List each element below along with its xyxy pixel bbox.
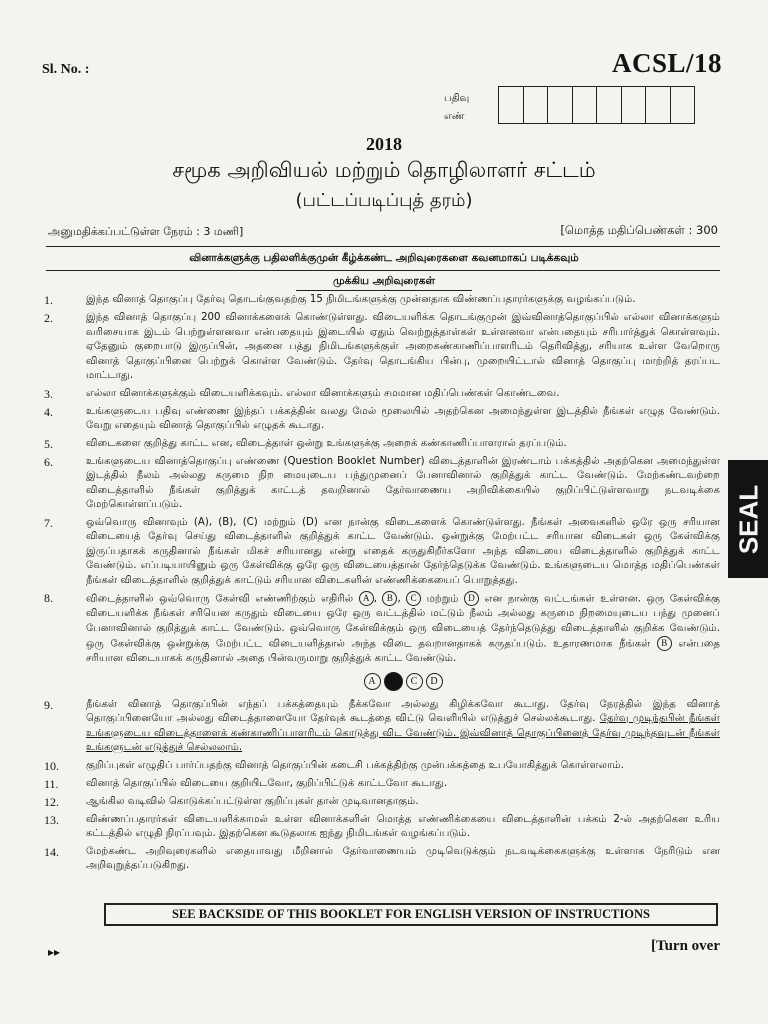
instructions-heading: வினாக்களுக்கு பதிலளிக்குமுன் கீழ்க்கண்ட அறிவுரைகளை கவனமாகப் படிக்கவும் xyxy=(189,252,579,264)
register-label-line1: பதிவு xyxy=(444,93,470,104)
divider xyxy=(46,270,720,271)
register-digit-box[interactable] xyxy=(548,87,573,123)
important-instructions-heading: முக்கிய அறிவுரைகள் xyxy=(333,275,435,287)
list-item xyxy=(44,813,724,842)
item-text: இந்த வினாத் தொகுப்பு தேர்வு தொடங்குவதற்கு 15 நிமிடங்களுக்கு முன்னதாக விண்ணப்பதாரர்களுக்கு வழங்கப்படும். xyxy=(86,294,636,305)
register-label-line2: எண் xyxy=(444,111,465,122)
item-text-underlined: தேர்வு முடிந்தபின் நீங்கள் உங்களுடைய விடைத்தாளைக் கண்காணிப்பாளரிடம் கொடுத்து விட வேண்டும். இவ்வினாத் தொகுப்பினைத் தேர்வு முடிந்தவுடன் நீங்கள் உங்களுடன் எடுத்துச் செல்லலாம். xyxy=(86,713,720,753)
item-number: 9. xyxy=(44,697,53,712)
exam-code: ACSL/18 xyxy=(611,48,722,78)
item-text: எல்லா வினாக்களுக்கும் விடையளிக்கவும். எல்லா வினாக்களும் சமமான மதிப்பெண்கள் கொண்டவை. xyxy=(86,387,560,399)
item-text: உங்களுடைய வினாத்தொகுப்பு எண்ணை (Question Booklet Number) விடைத்தாளின் இரண்டாம் பக்கத்தில் அதற்கென அமைந்துள்ள இடத்தில் நீலம் அல்லது கருமை நிற மையுடைய பந்துமுனைப் பேனாவினால் குறித்துக் காட்ட வேண்டும். மேற்கண்டவற்றை விடைத்தாளில் நீங்கள் குறித்துக் காட்டத் தவறினால் தேர்வாணைய அறிவிக்கையில் குறிப்பிட்டுள்ளவாறு நடவடிக்கை மேற்கொள்ளப்படும். xyxy=(86,455,720,510)
list-item xyxy=(44,405,724,434)
option-c-circle-icon: C xyxy=(406,591,421,606)
item-text-part: நீங்கள் வினாத் தொகுப்பின் எந்தப் பக்கத்தையும் நீக்கவோ அல்லது கிழிக்கவோ கூடாது. தேர்வு நேரத்தில் இந்த வினாத் தொகுப்பினையோ அல்லது விடைத்தாளையோ தேர்வுக் கூடத்தை விட்டு வெளியில் எடுத்துச் செல்லக்கூடாது. xyxy=(86,698,720,724)
item-text xyxy=(86,698,720,756)
register-digit-box[interactable] xyxy=(524,87,549,123)
item-text: மேற்கண்ட அறிவுரைகளில் எதையாவது மீறினால் தேர்வாணையம் முடிவெடுக்கும் நடவடிக்கைகளுக்கு உள்ளாக நேரிடும் என அறிவுறுத்தப்படுகிறது. xyxy=(86,845,720,871)
bubble-b-filled-icon: B xyxy=(384,672,403,691)
list-item xyxy=(44,387,724,402)
register-digit-box[interactable] xyxy=(671,87,695,123)
item-number: 12. xyxy=(44,794,59,809)
item-number: 1. xyxy=(44,293,53,307)
item-text: குறிப்புகள் எழுதிப் பார்ப்பதற்கு வினாத் தொகுப்பின் கடைசி பக்கத்திற்கு முன்பக்கத்தை உபயோகித்துக் கொள்ளலாம். xyxy=(86,759,624,771)
list-item xyxy=(44,591,724,695)
bubble-a-icon: A xyxy=(364,673,381,690)
register-digit-box[interactable] xyxy=(597,87,622,123)
list-item xyxy=(44,311,724,384)
item-text-part: மற்றும் xyxy=(426,593,459,605)
item-number: 10. xyxy=(44,758,59,773)
list-item xyxy=(44,455,724,513)
english-version-banner: SEE BACKSIDE OF THIS BOOKLET FOR ENGLISH VERSION OF INSTRUCTIONS xyxy=(104,903,718,926)
register-number-boxes[interactable] xyxy=(498,86,695,124)
sl-no-label: Sl. No. : xyxy=(42,62,90,77)
list-item xyxy=(44,845,724,874)
maximum-marks: [மொத்த மதிப்பெண்கள் : 300 xyxy=(560,223,718,237)
bubble-d-icon: D xyxy=(426,673,443,690)
turn-over-label: [Turn over xyxy=(650,938,720,954)
item-text: விடைத்தாளில் ஒவ்வொரு கேள்வி எண்ணிற்கும் எதிரில் A , B , C மற்றும் D என நான்கு வட்டங்கள் உள்ளன. ஒரு கேள்விக்கு விடையளிக்க நீங்கள் சரியென கருதும் விடையை ஒரே ஒரு வட்டத்தில் மட்டும் நீலம் அல்லது கருமை நிறமையுடைய பந்து முனைப் பேனாவினால் குறித்துக் காட்ட வேண்டும். ஒவ்வொரு கேள்விக்கும் ஒரு விடையைத் தேர்ந்தெடுத்து விடைத்தாளில் குறிக்க வேண்டும். ஒரு கேள்விக்கு ஒன்றுக்கு மேற்பட்ட விடையளித்தால் அந்த விடை தவறானதாகக் கருதப்படும். உதாரணமாக நீங்கள் B என்பதை சரியான விடையாகக் கருதினால் அதை பின்வருமாறு குறித்துக் காட்ட வேண்டும். A B C D xyxy=(86,591,720,695)
list-item xyxy=(44,759,724,774)
list-item xyxy=(44,698,724,756)
item-text: இந்த வினாத் தொகுப்பு 200 வினாக்களைக் கொண்டுள்ளது. விடையளிக்க தொடங்குமுன் இவ்வினாத்தொகுப்பில் எல்லா வினாக்களும் வரிசையாக இடம் பெற்றுள்ளனவா என்பதையும் இடையில் ஏதும் வெற்றுத்தாள்கள் உள்ளனவா என்பதையும் சரிபார்த்துக் கொள்ளவும். ஏதேனும் குறைபாடு இருப்பின், அதனை பத்து நிமிடங்களுக்குள் அறைகண்காணிப்பாளரிடம் தெரிவித்து, சரியாக உள்ள வேறொரு வினாத் தொகுப்பினை பெற்றுக் கொள்ள வேண்டும். தேர்வு தொடங்கிய பின்பு, முறையிட்டால் வினாத் தொகுப்பு மாற்றித் தரப்பட மாட்டாது. xyxy=(86,312,720,381)
list-item xyxy=(44,795,724,810)
list-item xyxy=(44,516,724,589)
item-text: ஆங்கில வடிவில் கொடுக்கப்பட்டுள்ள குறிப்புகள் தான் முடிவானதாகும். xyxy=(86,795,419,807)
item-text: விண்ணப்பதாரர்கள் விடையளிக்காமல் உள்ள வினாக்களின் மொத்த எண்ணிக்கையை விடைத்தாளின் பக்கம் 2-ல் அதற்கென உரிய கட்டத்தில் எழுதி நிரப்பவும். இதற்கென கூடுதலாக ஐந்து நிமிடங்கள் வழங்கப்படும். xyxy=(86,813,720,839)
option-d-circle-icon: D xyxy=(464,591,479,606)
bubble-c-icon: C xyxy=(406,673,423,690)
subject-subtitle: (பட்டப்படிப்புத் தரம்) xyxy=(295,190,473,211)
divider xyxy=(46,246,720,247)
item-number: 8. xyxy=(44,591,53,605)
item-number: 4. xyxy=(44,404,53,419)
time-allowed: அனுமதிக்கப்பட்டுள்ள நேரம் : 3 மணி] xyxy=(48,225,244,238)
register-digit-box[interactable] xyxy=(499,87,524,123)
seal-strip xyxy=(728,460,768,578)
list-item xyxy=(44,437,724,452)
item-number: 14. xyxy=(44,844,59,859)
register-digit-box[interactable] xyxy=(646,87,671,123)
heading-underline xyxy=(296,290,472,291)
subject-title: சமூக அறிவியல் மற்றும் தொழிலாளர் சட்டம் xyxy=(172,158,596,182)
fast-forward-icon: ▸▸ xyxy=(48,945,61,959)
item-text-part: என நான்கு வட்டங்கள் உள்ளன. ஒரு கேள்விக்கு விடையளிக்க நீங்கள் சரியென கருதும் விடையை ஒரே ஒரு வட்டத்தில் மட்டும் நீலம் அல்லது கருமை நிறமையுடைய பந்து முனைப் பேனாவினால் குறித்துக் காட்ட வேண்டும். ஒவ்வொரு கேள்விக்கும் ஒரு விடையைத் தேர்ந்தெடுத்து விடைத்தாளில் குறிக்க வேண்டும். ஒரு கேள்விக்கு ஒன்றுக்கு மேற்பட்ட விடையளித்தால் அந்த விடை தவறானதாகக் கருதப்படும். உதாரணமாக நீங்கள் xyxy=(86,593,720,650)
list-item xyxy=(44,293,724,308)
item-text: உங்களுடைய பதிவு எண்ணை இந்தப் பக்கத்தின் வலது மேல் மூலையில் அதற்கென அமைந்துள்ள இடத்தில் நீங்கள் எழுத வேண்டும். வேறு எதையும் வினாத் தொகுப்பில் எழுதக் கூடாது. xyxy=(86,405,720,431)
item-number: 2. xyxy=(44,311,53,325)
answer-example-bubbles xyxy=(86,673,720,691)
item-number: 3. xyxy=(44,386,53,401)
register-number-label xyxy=(444,90,484,126)
item-number: 13. xyxy=(44,812,59,827)
item-number: 6. xyxy=(44,454,53,469)
item-text: வினாத் தொகுப்பில் விடையை குறியிடவோ, குறிப்பிட்டுக் காட்டவோ கூடாது. xyxy=(86,777,448,789)
item-text: ஒவ்வொரு வினாவும் (A), (B), (C) மற்றும் (D) என நான்கு விடைகளைக் கொண்டுள்ளது. நீங்கள் அவைகளில் ஒரே ஒரு சரியான விடையைத் தேர்வு செய்து விடைத்தாளில் குறித்துக் காட்ட வேண்டும். ஒன்றுக்கு மேற்பட்ட சரியான விடைகள் ஒரு கேள்விக்கு இருப்பதாகக் கருதினால் நீங்கள் மிகச் சரியானது என்று எதைக் கருதுகிறீர்களோ அந்த விடையை விடைத்தாளில் குறித்துக் காட்ட வேண்டும். எப்படியாயினும் ஒரு கேள்விக்கு ஒரே ஒரு விடையைத்தான் தேர்ந்தெடுக்க வேண்டும். உங்களுடைய மொத்த மதிப்பெண்கள் நீங்கள் விடைத்தாளில் குறித்துக் காட்டும் சரியான விடைகளின் எண்ணிக்கையைப் பொறுத்தது. xyxy=(86,516,720,586)
seal-text: SEAL xyxy=(733,484,764,555)
item-number: 11. xyxy=(44,776,59,791)
register-digit-box[interactable] xyxy=(573,87,598,123)
option-b-circle-icon: B xyxy=(657,636,672,651)
register-digit-box[interactable] xyxy=(622,87,647,123)
item-text: விடைகளை குறித்து காட்ட என, விடைத்தாள் ஒன்று உங்களுக்கு அறைக் கண்காணிப்பாளரால் தரப்படும். xyxy=(86,437,567,449)
item-text-part: விடைத்தாளில் ஒவ்வொரு கேள்வி எண்ணிற்கும் எதிரில் xyxy=(86,593,354,605)
exam-year: 2018 xyxy=(366,134,402,154)
option-b-circle-icon: B xyxy=(382,591,397,606)
instruction-list xyxy=(44,293,724,877)
item-text-part: என்பதை சரியான விடையாகக் கருதினால் அதை பின்வருமாறு குறித்துக் காட்ட வேண்டும். xyxy=(86,638,720,664)
item-number: 5. xyxy=(44,436,53,451)
item-number: 7. xyxy=(44,515,53,530)
list-item xyxy=(44,777,724,792)
option-a-circle-icon: A xyxy=(359,591,374,606)
